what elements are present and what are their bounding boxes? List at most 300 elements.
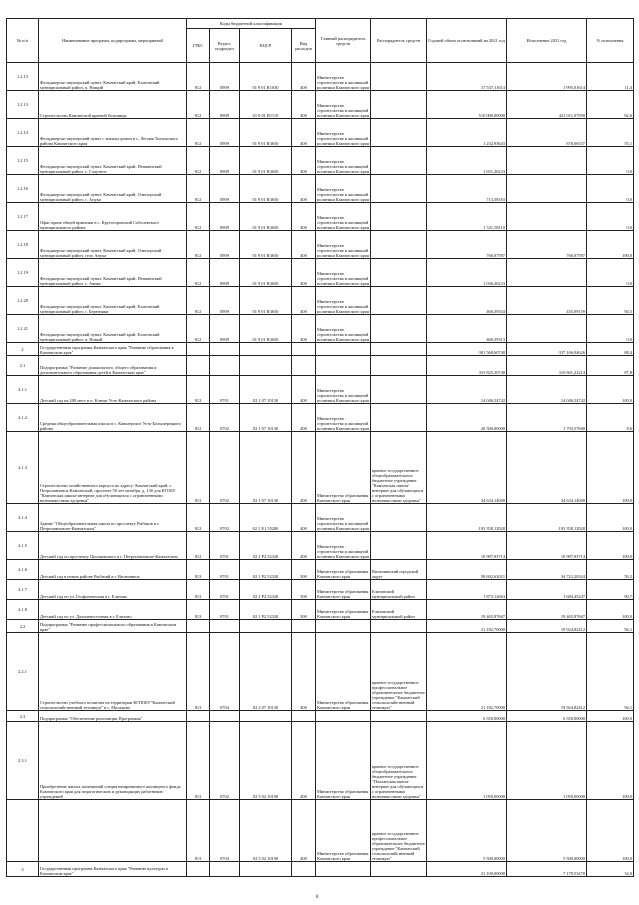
row-manager [371,376,427,404]
row-kcsr: 01 9 01 R3650 [240,203,292,231]
row-kcsr: 01 9 01 R3650 [240,119,292,147]
row-grbs: 813 [187,580,210,600]
row-manager: Вилючинский городской округ [371,560,427,580]
row-kcsr: 02 1 P2 52320 [240,532,292,560]
row-name: Средняя общеобразовательная школа в с. Кавалерское Усть-Большерецкого района [39,404,187,432]
table-row [7,259,634,287]
table-row [7,119,634,147]
row-section: 0909 [210,119,240,147]
row-kcsr [240,862,292,877]
row-main-manager: Министерство строительства и жилищной политики Камчатского края [316,63,371,91]
row-plan: 58 692,63021 [427,560,507,580]
row-grbs: 812 [187,63,210,91]
table-row [7,203,634,231]
row-fact: 6 550,00000 [507,711,587,722]
row-manager [371,287,427,315]
row-fact: 678,66537 [507,119,587,147]
row-main-manager: Министерство образования Камчатского края [316,722,371,800]
table-row [7,287,634,315]
row-pct: 0,0 [587,259,634,287]
row-kcsr: 01 9 01 R3650 [240,175,292,203]
row-main-manager [316,343,371,356]
row-name: Детский сад в новом районе Рыбачий в г. Вилючинск [39,560,187,580]
row-fact: 766,07597 [507,231,587,259]
row-number: 2.2 [7,620,39,633]
row-name: Подпрограмма "Развитие профессионального образования в Камчатском крае" [39,620,187,633]
row-section: 0702 [210,432,240,504]
row-fact [507,315,587,343]
row-number: 1.2.13 [7,63,39,91]
col-header-section: Раздел, подраздел [210,29,240,63]
row-exp-type: 500 [292,560,316,580]
row-number: 2.1.8 [7,600,39,620]
row-main-manager: Министерство строительства и жилищной политики Камчатского края [316,404,371,432]
row-main-manager: Министерство строительства и жилищной политики Камчатского края [316,119,371,147]
row-pct: 90,7 [587,580,634,600]
row-main-manager: Министерство образования Камчатского края [316,432,371,504]
row-plan: 21 182,70000 [427,633,507,711]
row-pct: 87,8 [587,356,634,376]
row-plan: 20 500,00000 [427,404,507,432]
row-grbs: 812 [187,404,210,432]
row-manager [371,119,427,147]
page-mark: 8 [316,895,319,900]
row-kcsr: 02 1 07 10130 [240,404,292,432]
row-main-manager [316,711,371,722]
row-pct: 34,0 [587,862,634,877]
table-row [7,532,634,560]
col-header-main-manager: Главный распорядитель средств [316,19,371,63]
table-row [7,147,634,175]
row-number: 2.3 [7,711,39,722]
row-number: 3 [7,862,39,877]
row-manager [371,356,427,376]
table-row [7,343,634,356]
row-section [210,620,240,633]
row-exp-type: 400 [292,231,316,259]
row-fact: 14 046,54742 [507,376,587,404]
row-name: Здание "Общеобразовательная школа по проспекту Рыбаков в г. Петропавловске-Камчатском" [39,504,187,532]
table-body [7,63,634,877]
col-header-pct: % исполнения [587,19,634,63]
row-name: Фельдшерско-акушерский пункт. Камчатский край, Олюторский муниципальный район, село Анука [39,231,187,259]
row-main-manager: Министерство образования Камчатского края [316,633,371,711]
row-exp-type: 400 [292,259,316,287]
row-manager: краевое государственное общеобразовательное бюджетное учреждение "Палланская школа-интернат для обучающихся с ограниченными возможностями здоровья" [371,722,427,800]
row-number: 1.2.19 [7,259,39,287]
row-fact: 1 684,45247 [507,580,587,600]
row-section: 0702 [210,404,240,432]
table-row [7,432,634,504]
row-main-manager: Министерство строительства и жилищной политики Камчатского края [316,147,371,175]
row-grbs: 812 [187,147,210,175]
row-exp-type: 400 [292,722,316,800]
row-pct: 100,0 [587,532,634,560]
row-number: 2.1.7 [7,580,39,600]
row-name: Фельдшерско-акушерский пункт. Камчатский край, Пенжинский муниципальный район, с. Аянка [39,259,187,287]
row-section: 0701 [210,532,240,560]
row-exp-type: 400 [292,203,316,231]
row-section [210,343,240,356]
row-manager [371,231,427,259]
row-grbs: 812 [187,504,210,532]
row-manager [371,63,427,91]
row-fact: 1 793,57600 [507,404,587,432]
table-row [7,315,634,343]
row-plan: 766,07597 [427,231,507,259]
row-section: 0909 [210,259,240,287]
row-kcsr: 02 1 P2 52320 [240,580,292,600]
row-number: 2.3.1 [7,722,39,800]
row-name: Фельдшерско-акушерский пункт. Камчатский край, Елизовский муниципальный район, с. Березняки [39,287,187,315]
row-name: Строительство хозяйственного корпуса по адресу: Камчатский край, г. Петропавловск-Камчатский, проспект 50 лет октября, д. 13б для КГОБУ "Камчатская школа-интернат для обучающихся с ограниченными возможностями здоровья" [39,432,187,504]
row-pct: 100,0 [587,376,634,404]
row-section: 0701 [210,580,240,600]
row-exp-type: 400 [292,376,316,404]
row-grbs: 813 [187,560,210,580]
row-kcsr: 02 5 02 10190 [240,800,292,862]
row-plan: 17 537,11614 [427,63,507,91]
row-plan: 19 465,87667 [427,600,507,620]
row-kcsr: 01 9 01 R3650 [240,231,292,259]
row-name: Детский сад по ул. Геофизическая в г. Елизово [39,580,187,600]
row-manager [371,259,427,287]
row-section: 0909 [210,231,240,259]
row-pct: 100,0 [587,231,634,259]
row-number: 1.2.21 [7,315,39,343]
row-section: 0909 [210,147,240,175]
row-main-manager [316,620,371,633]
row-manager [371,504,427,532]
row-main-manager: Министерство образования Камчатского края [316,560,371,580]
row-number: 2.1 [7,356,39,376]
row-exp-type: 500 [292,580,316,600]
row-main-manager: Министерство строительства и жилищной политики Камчатского края [316,376,371,404]
row-kcsr [240,620,292,633]
row-number: 2.1.3 [7,432,39,504]
row-plan: 5 500,00000 [427,800,507,862]
row-exp-type: 400 [292,315,316,343]
table-row [7,862,634,877]
row-fact: 7 179,53470 [507,862,587,877]
row-grbs: 812 [187,175,210,203]
row-plan: 1 651,20223 [427,147,507,175]
row-kcsr: 02 1 P2 52320 [240,560,292,580]
table-row [7,711,634,722]
row-name: Офис врача общей практики в с. Крутогоровский Соболевского муниципального района [39,203,187,231]
row-main-manager: Министерство строительства и жилищной политики Камчатского края [316,504,371,532]
row-name: Фельдшерско-акушерский пункт. Камчатский край, Пенжинский муниципальный район, с. Слаутное [39,147,187,175]
row-section: 0702 [210,504,240,532]
row-plan: 1 873,12663 [427,580,507,600]
row-main-manager [316,356,371,376]
row-pct: 0,0 [587,203,634,231]
row-section: 0909 [210,63,240,91]
row-manager [371,175,427,203]
row-plan: 21 182,70000 [427,620,507,633]
row-grbs: 812 [187,315,210,343]
table-row [7,356,634,376]
row-plan: 1 521,58110 [427,203,507,231]
row-plan: 460,39334 [427,287,507,315]
row-grbs [187,356,210,376]
row-pct: 94,1 [587,633,634,711]
row-section: 0701 [210,560,240,580]
row-exp-type: 400 [292,175,316,203]
row-grbs [187,711,210,722]
row-grbs: 813 [187,722,210,800]
table-row [7,175,634,203]
row-main-manager: Министерство строительства и жилищной политики Камчатского края [316,532,371,560]
row-name: Детский сад на 200 мест в п. Ключи Усть-Камчатского района [39,376,187,404]
row-exp-type: 400 [292,504,316,532]
col-header-fact: Исполнение 2021 год [507,19,587,63]
row-exp-type: 400 [292,432,316,504]
row-exp-type: 400 [292,147,316,175]
budget-table [6,18,634,877]
table-row [7,580,634,600]
row-fact: 310 601,22214 [507,356,587,376]
row-kcsr [240,356,292,376]
row-section: 0701 [210,376,240,404]
row-manager: краевое государственное общеобразовательное бюджетное учреждение "Камчатская школа-интернат для обучающихся с ограниченными возможностями здоровья" [371,432,427,504]
row-fact: 337 166,04626 [507,343,587,356]
row-grbs [187,343,210,356]
row-grbs: 812 [187,231,210,259]
row-pct: 100,0 [587,600,634,620]
row-plan: 1 050,00000 [427,722,507,800]
table-row [7,376,634,404]
row-pct: 94,1 [587,620,634,633]
row-kcsr: 02 2 07 10130 [240,633,292,711]
row-section: 0909 [210,175,240,203]
row-pct: 88,4 [587,343,634,356]
row-fact: 1 050,00000 [507,722,587,800]
row-kcsr [240,711,292,722]
row-pct: 94,5 [587,287,634,315]
row-kcsr [240,343,292,356]
row-section: 0702 [210,722,240,800]
table-row [7,600,634,620]
table-row [7,560,634,580]
row-main-manager: Министерство образования Камчатского края [316,600,371,620]
table-row [7,620,634,633]
row-kcsr: 02 1 07 10130 [240,432,292,504]
row-number: 1.2.15 [7,147,39,175]
row-plan: 381 568,60740 [427,343,507,356]
row-plan: 14 046,54742 [427,376,507,404]
row-fact [507,175,587,203]
row-pct: 100,0 [587,432,634,504]
col-header-kcsr: КЦСР [240,29,292,63]
row-number: 2.1.4 [7,504,39,532]
row-exp-type [292,343,316,356]
row-name: Фельдшерско-акушерский пункт. Камчатский край, Елизовский муниципальный район, п. Нищий [39,63,187,91]
row-manager [371,862,427,877]
row-manager: краевое государственное профессиональное образовательное бюджетное учреждение "Камчатский сельскохозяйственный техникум" [371,800,427,862]
row-fact [507,147,587,175]
table-row [7,63,634,91]
row-exp-type: 400 [292,63,316,91]
row-fact: 34 722,20324 [507,560,587,580]
row-name: Строительство Камчатской краевой больницы [39,91,187,119]
row-plan: 21 100,00000 [427,862,507,877]
row-pct: 100,0 [587,504,634,532]
row-main-manager: Министерство строительства и жилищной политики Камчатского края [316,231,371,259]
row-main-manager: Министерство образования Камчатского края [316,800,371,862]
row-section: 0909 [210,91,240,119]
row-section [210,356,240,376]
row-number: 1.2.13 [7,91,39,119]
row-grbs: 813 [187,432,210,504]
row-plan: 6 550,00000 [427,711,507,722]
row-plan: 460,39313 [427,315,507,343]
row-name [39,800,187,862]
row-kcsr: 01 9 01 R3650 [240,259,292,287]
row-fact: 421 011,07950 [507,91,587,119]
row-kcsr: 02 1 P2 52320 [240,600,292,620]
row-number: 1.2.20 [7,287,39,315]
row-exp-type [292,356,316,376]
row-manager [371,711,427,722]
row-number: 2.1.1 [7,376,39,404]
row-name: Фельдшерско-акушерский пункт. Камчатский край, Елизовский муниципальный район, п. Новый [39,315,187,343]
row-grbs: 812 [187,532,210,560]
row-plan: 353 825,30740 [427,356,507,376]
row-number [7,800,39,862]
row-kcsr: 02 5 02 10190 [240,722,292,800]
row-pct: 82,6 [587,91,634,119]
row-pct: 100,0 [587,722,634,800]
row-grbs: 813 [187,600,210,620]
row-manager [371,620,427,633]
row-name: Детский сад по ул. Дальневосточная в г. Елизово [39,600,187,620]
row-kcsr: 01 9 01 R3650 [240,315,292,343]
row-name: Строительство учебного полигона на территории КГПОБУ"Камчатский сельскохозяйственный техникум" в с. Мильково [39,633,187,711]
row-number: 2 [7,343,39,356]
col-header-manager: Распорядитель средств [371,19,427,63]
row-manager [371,91,427,119]
row-pct: 8,6 [587,404,634,432]
row-pct: 55,1 [587,119,634,147]
table-row [7,504,634,532]
row-manager [371,315,427,343]
col-header-grbs: ГРБС [187,29,210,63]
row-plan: 10 987,83714 [427,532,507,560]
row-manager [371,532,427,560]
row-grbs: 812 [187,376,210,404]
row-fact [507,259,587,287]
row-main-manager: Министерство строительства и жилищной политики Камчатского края [316,175,371,203]
table-row [7,231,634,259]
row-main-manager: Министерство образования Камчатского края [316,580,371,600]
row-number: 2.1.2 [7,404,39,432]
row-plan: 193 358,12920 [427,504,507,532]
row-plan: 1 036,20223 [427,259,507,287]
row-grbs: 813 [187,633,210,711]
row-number: 2.2.1 [7,633,39,711]
col-header-group: Коды бюджетной классификации [187,19,316,29]
row-main-manager: Министерство строительства и жилищной политики Камчатского края [316,91,371,119]
row-fact: 10 987,83714 [507,532,587,560]
row-grbs [187,620,210,633]
row-main-manager: Министерство строительства и жилищной политики Камчатского края [316,287,371,315]
row-fact: 34 634,14000 [507,432,587,504]
budget-table-sheet [6,18,633,877]
row-fact: 19 465,87667 [507,600,587,620]
row-exp-type: 400 [292,633,316,711]
row-number: 1.2.18 [7,231,39,259]
row-manager [371,147,427,175]
row-section: 0704 [210,633,240,711]
row-pct: 0,0 [587,175,634,203]
row-plan: 713,58163 [427,175,507,203]
row-exp-type [292,711,316,722]
table-row [7,800,634,862]
row-fact: 435,09159 [507,287,587,315]
row-number: 1.2.17 [7,203,39,231]
row-grbs: 812 [187,287,210,315]
row-pct: 0,0 [587,147,634,175]
row-grbs [187,862,210,877]
col-header-exp-type: Вид расходов [292,29,316,63]
row-kcsr: 02 1 E1 55200 [240,504,292,532]
row-section: 0704 [210,800,240,862]
row-name: Государственная программа Камчатского края "Развитие культуры в Камчатском крае" [39,862,187,877]
row-plan: 510 000,00000 [427,91,507,119]
row-section [210,711,240,722]
row-fact: 19 924,82412 [507,633,587,711]
col-header-name: Наименование программ, подпрограмм, мероприятий [39,19,187,63]
row-fact: 193 358,12920 [507,504,587,532]
table-row [7,404,634,432]
row-name: Фельдшерско-акушерский пункт с жилым домом в с. Лесная Тигильского района Камчатского края [39,119,187,147]
row-pct: 100,0 [587,711,634,722]
row-main-manager: Министерство строительства и жилищной политики Камчатского края [316,203,371,231]
table-row [7,633,634,711]
row-main-manager: Министерство строительства и жилищной политики Камчатского края [316,315,371,343]
row-fact: 5 500,00000 [507,800,587,862]
row-section: 0701 [210,600,240,620]
row-exp-type: 400 [292,287,316,315]
row-manager: краевое государственное профессиональное образовательное бюджетное учреждение "Камчатский сельскохозяйственный техникум" [371,633,427,711]
row-number: 2.1.5 [7,532,39,560]
row-exp-type: 400 [292,800,316,862]
row-name: Детский сад по проспекту Циолковского в г. Петропавловске-Камчатском [39,532,187,560]
row-main-manager [316,862,371,877]
row-grbs: 812 [187,119,210,147]
row-grbs: 813 [187,800,210,862]
row-manager [371,404,427,432]
row-exp-type: 400 [292,119,316,147]
row-kcsr: 02 1 07 10130 [240,376,292,404]
table-row [7,722,634,800]
row-plan: 1 232,93643 [427,119,507,147]
row-fact: 1 995,01614 [507,63,587,91]
row-kcsr: 01 9 01 R3650 [240,287,292,315]
row-grbs: 812 [187,91,210,119]
row-exp-type [292,620,316,633]
row-name: Подпрограмма "Развитие дошкольного, общего образования и дополнительного образования детей в Камчатском крае" [39,356,187,376]
row-section [210,862,240,877]
row-kcsr: 01 9 01 R1110 [240,91,292,119]
row-section: 0909 [210,287,240,315]
col-header-plan: Годовой объем ассигнований на 2021 год [427,19,507,63]
row-number: 1.2.16 [7,175,39,203]
row-main-manager: Министерство строительства и жилищной политики Камчатского края [316,259,371,287]
row-fact [507,203,587,231]
row-name: Подпрограмма "Обеспечение реализации Программы" [39,711,187,722]
